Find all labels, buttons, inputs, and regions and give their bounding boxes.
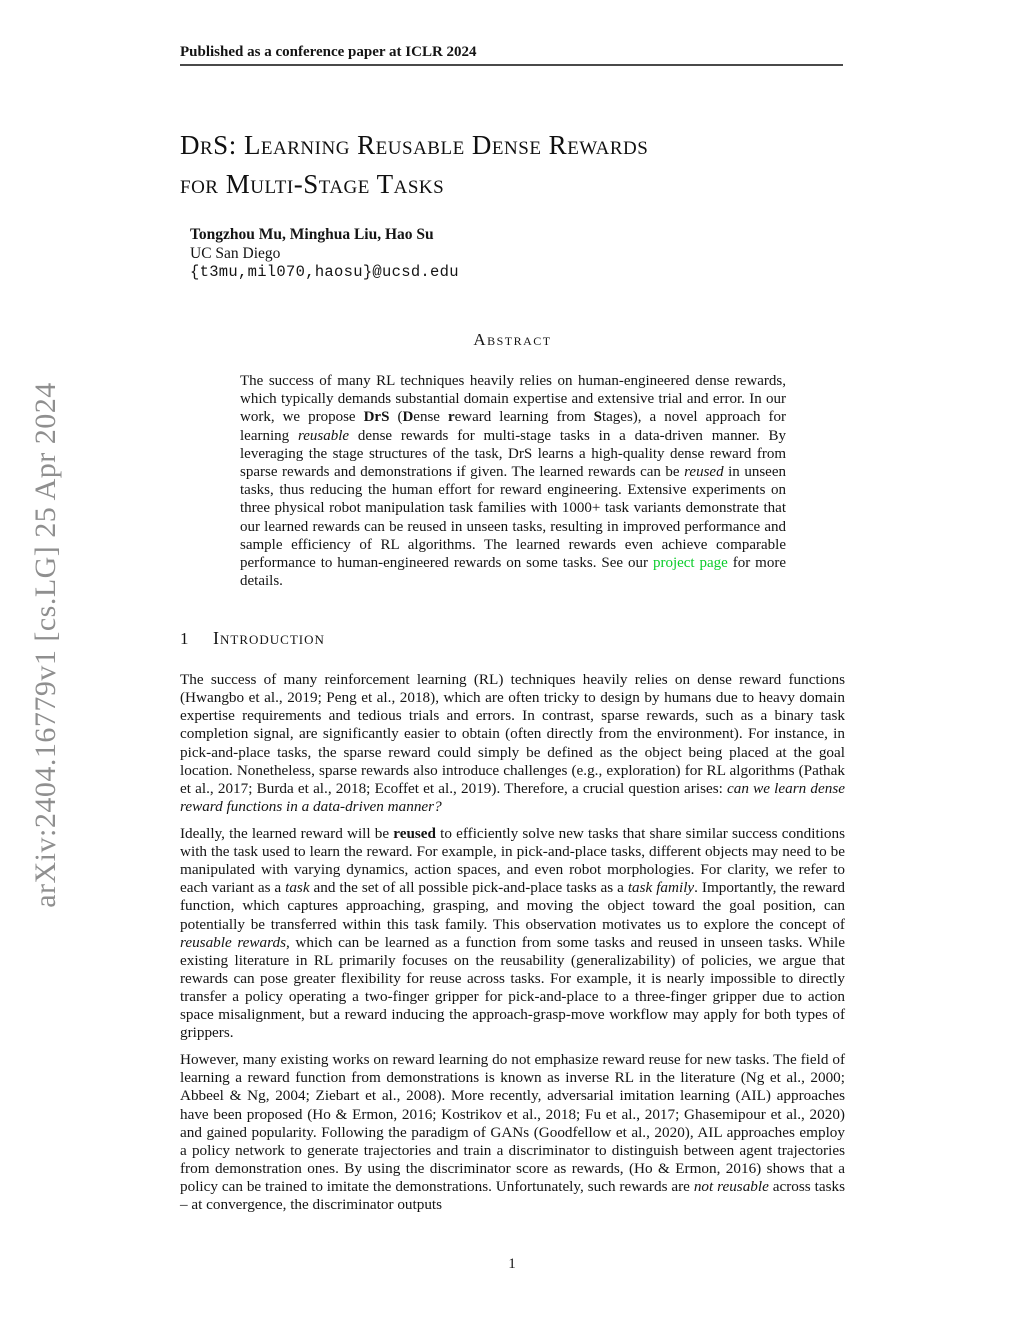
bold-text: D bbox=[402, 409, 414, 426]
body-text-segment: The success of many RL techniques heavily relies on human-engineered dense rewards, which typically demands substantial domain expertise and extensive trial and error. In our work, we propose bbox=[240, 373, 786, 426]
italic-text: reusable bbox=[297, 427, 350, 444]
abstract-heading: Abstract bbox=[473, 330, 552, 349]
intro-paragraph-3 bbox=[180, 1051, 845, 1214]
section-heading-introduction bbox=[180, 628, 325, 649]
section-title: Introduction bbox=[213, 628, 325, 648]
body-text-segment: However, many existing works on reward learning do not emphasize reward reuse for new tasks. The field of learning a reward function from demonstrations is known as inverse RL in the literature (Ng et al., 2000; Abbeel & Ng, 2004; Ziebart et al., 2008). More recently, adversarial imitation learning (AIL) approaches have been proposed (Ho & Ermon, 2016; Kostrikov et al., 2018; Fu et al., 2017; Ghasemipour et al., 2020) and gained popularity. Following the paradigm of GANs (Goodfellow et al., 2020), AIL approaches employ a policy network to generate trajectories and train a discriminator to distinguish between agent trajectories from demonstration ones. By using the discriminator score as rewards, (Ho & Ermon, 2016) shows that a policy can be trained to imitate the demonstrations. Unfortunately, such rewards are bbox=[180, 1051, 845, 1196]
italic-text: reused bbox=[684, 464, 724, 481]
italic-text: not reusable bbox=[693, 1178, 769, 1196]
body-text-segment: to efficiently solve new tasks that share similar success conditions with the task used to learn the reward. For example, in pick-and-place tasks, different objects may need to be manipulated with varying dynamics, action spaces, and even robot morphologies. For clarity, we refer to each variant as a bbox=[180, 824, 845, 897]
italic-text: reusable rewards bbox=[180, 933, 286, 951]
italic-text: task bbox=[285, 879, 310, 897]
body-text-segment: Ideally, the learned reward will be bbox=[180, 824, 394, 842]
abstract-body bbox=[240, 372, 786, 590]
bold-text: DrS bbox=[363, 409, 390, 426]
author-affiliation: UC San Diego bbox=[190, 244, 281, 262]
body-text-segment: dense rewards for multi-stage tasks in a data-driven manner. By leveraging the stage structures of the task, DrS learns a high-quality dense reward from sparse rewards and demonstrations if given. The learned rewards can be bbox=[240, 427, 786, 481]
body-text-segment: in unseen tasks, thus reducing the human effort for reward engineering. Extensive experiments on three physical robot manipulation task families with 1000+ task variants demonstrate that our learned rewards can be reused in unseen tasks, resulting in improved performance and sample efficiency of RL algorithms. The learned rewards even achieve comparable performance to human-engineered rewards on some tasks. See our bbox=[240, 464, 786, 572]
paper-title bbox=[180, 126, 648, 204]
italic-text: task family bbox=[627, 879, 695, 897]
body-text-segment: ense bbox=[413, 409, 448, 426]
author-email: {t3mu,mil070,haosu}@ucsd.edu bbox=[190, 263, 459, 281]
author-block bbox=[190, 226, 459, 282]
body-text-segment: The success of many reinforcement learning (RL) techniques heavily relies on dense reward functions (Hwangbo et al., 2019; Peng et al., 2018), which are often tricky to design by humans due to heavy domain expertise requirements and tedious trials and errors. In contrast, sparse rewards, such as a binary task completion signal, are significantly easier to obtain (often directly from the environment). For instance, in pick-and-place tasks, the sparse reward could simply be defined as the object being placed at the goal location. Nonetheless, sparse rewards also introduce challenges (e.g., exploration) for RL algorithms (Pathak et al., 2017; Burda et al., 2018; Ecoffet et al., 2019). Therefore, a crucial question arises: bbox=[180, 671, 845, 797]
body-text-segment: and the set of all possible pick-and-place tasks as a bbox=[309, 879, 628, 897]
bold-text: reused bbox=[393, 824, 436, 842]
author-names: Tongzhou Mu, Minghua Liu, Hao Su bbox=[190, 226, 434, 243]
body-text-segment: ( bbox=[389, 409, 403, 426]
header-rule bbox=[180, 64, 843, 66]
intro-paragraph-1 bbox=[180, 671, 845, 816]
italic-text: can we learn dense reward functions in a data-driven manner? bbox=[180, 779, 845, 816]
paper-title-line2: for Multi-Stage Tasks bbox=[180, 169, 445, 199]
bold-text: S bbox=[593, 409, 602, 426]
body-text-segment: , which can be learned as a function from some tasks and reused in unseen tasks. While existing literature in RL primarily focuses on the reusability (generalizability) of policies, we argue that rewards can pose greater flexibility for reuse across tasks. For example, it is nearly impossible to directly transfer a policy operating a two-finger gripper for pick-and-place to a three-finger gripper due to action space misalignment, but a reward inducing the approach-grasp-move workflow may apply for both types of grippers. bbox=[180, 933, 845, 1042]
running-header: Published as a conference paper at ICLR 2024 bbox=[180, 44, 477, 60]
page-number: 1 bbox=[508, 1256, 516, 1272]
bold-text: r bbox=[447, 409, 455, 426]
introduction-text bbox=[180, 671, 845, 1223]
body-text-segment: across tasks – at convergence, the discriminator outputs bbox=[180, 1178, 845, 1214]
body-text-segment: . Importantly, the reward function, which captures approaching, grasping, and moving the object toward the goal position, can potentially be transferred within this task family. This observation motivates us to explore the concept of bbox=[180, 879, 845, 933]
arxiv-watermark: arXiv:2404.16779v1 [cs.LG] 25 Apr 2024 bbox=[29, 382, 62, 908]
section-number: 1 bbox=[180, 629, 189, 648]
paper-title-line1: DrS: Learning Reusable Dense Rewards bbox=[180, 130, 649, 160]
project-page-link[interactable]: project page bbox=[652, 555, 728, 572]
intro-paragraph-2 bbox=[180, 825, 845, 1043]
body-text-segment: tages), a novel approach for learning bbox=[240, 409, 787, 444]
body-text-segment: for more details. bbox=[240, 555, 787, 590]
body-text-segment: eward learning from bbox=[454, 409, 594, 426]
